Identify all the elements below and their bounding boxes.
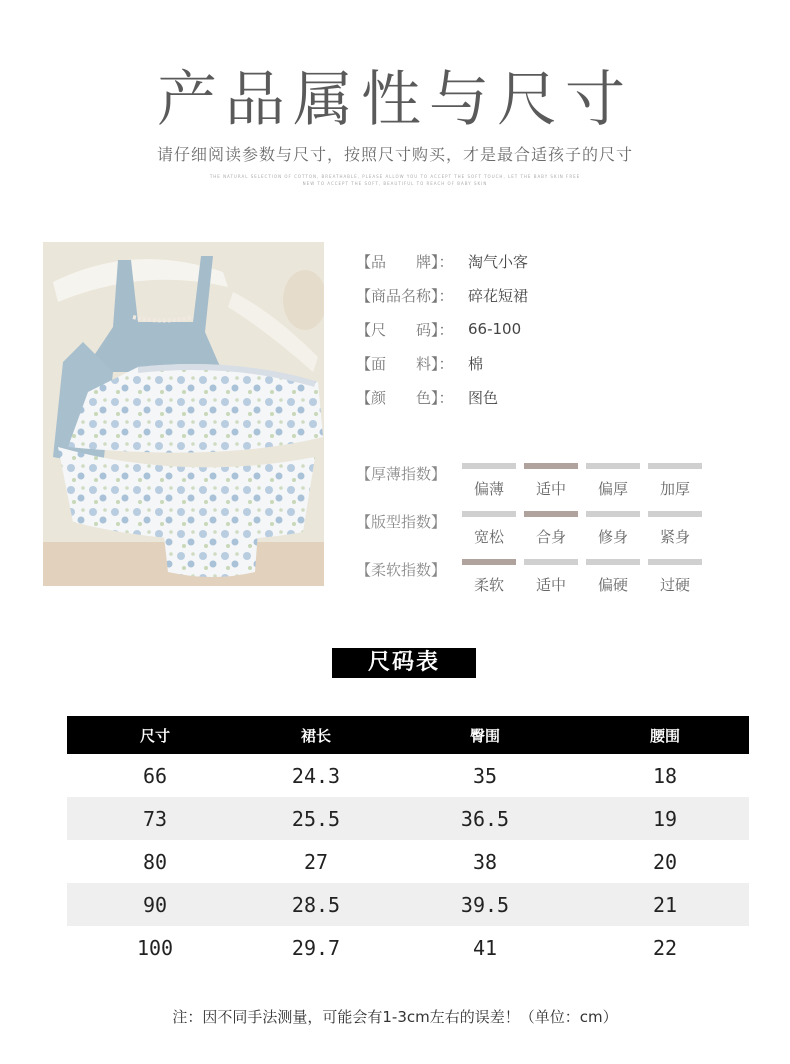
- index-label: 【厚薄指数】: [356, 465, 447, 483]
- index-option: [586, 511, 640, 547]
- attribute-product-name: [356, 278, 528, 312]
- table-cell: 36.5: [460, 806, 510, 831]
- attribute-size: [356, 312, 528, 346]
- index-option: [586, 559, 640, 595]
- decorative-english-line-2: NEW TO ACCEPT THE SOFT, BEAUTIFUL TO REACH OF BABY SKIN: [302, 181, 488, 186]
- table-header: [67, 716, 749, 754]
- index-bar: [648, 559, 702, 565]
- attribute-brand: [356, 244, 528, 278]
- table-row: [67, 883, 749, 926]
- page-subtitle: 请仔细阅读参数与尺寸，按照尺寸购买，才是最合适孩子的尺寸: [156, 145, 633, 164]
- index-option: [462, 511, 516, 547]
- table-cell: 80: [142, 849, 168, 874]
- table-cell: 39.5: [460, 892, 510, 917]
- index-option-label: 偏硬: [597, 576, 628, 594]
- index-bar: [462, 511, 516, 517]
- table-cell: 24.3: [291, 763, 341, 788]
- index-option-label: 合身: [535, 528, 566, 546]
- index-option-label: 柔软: [473, 576, 504, 594]
- table-cell: 29.7: [291, 935, 341, 960]
- attribute-value: 碎花短裙: [468, 286, 529, 305]
- table-cell: 28.5: [291, 892, 341, 917]
- index-bar: [586, 463, 640, 469]
- table-cell: 25.5: [291, 806, 341, 831]
- index-bar: [586, 559, 640, 565]
- table-row: [67, 926, 749, 969]
- index-label: 【柔软指数】: [356, 561, 447, 579]
- table-cell: 41: [472, 935, 498, 960]
- size-chart-title: 尺码表: [332, 648, 476, 678]
- table-cell: 66: [142, 763, 168, 788]
- attribute-key: 【面 料】：: [356, 354, 454, 373]
- index-option-label: 宽松: [473, 528, 504, 546]
- index-option: [462, 559, 516, 595]
- index-option-label: 加厚: [659, 480, 690, 498]
- table-cell: 73: [142, 806, 168, 831]
- index-bar-selected: [524, 511, 578, 517]
- index-bar-selected: [524, 463, 578, 469]
- index-option: [648, 559, 702, 595]
- index-bar: [524, 559, 578, 565]
- page-title: 产品属性与尺寸: [157, 65, 633, 135]
- index-option: [648, 463, 702, 499]
- measurement-note: 注：因不同手法测量，可能会有1-3cm左右的误差！（单位：cm）: [172, 1008, 618, 1026]
- header-cell: 腰围: [649, 726, 680, 745]
- attribute-key: 【颜 色】：: [356, 388, 454, 407]
- table-cell: 27: [303, 849, 329, 874]
- table-cell: 20: [652, 849, 678, 874]
- attribute-list: [356, 244, 528, 414]
- table-cell: 22: [652, 935, 678, 960]
- product-illustration: [43, 242, 324, 586]
- index-option-label: 修身: [597, 528, 628, 546]
- index-option: [524, 511, 578, 547]
- table-cell: 18: [652, 763, 678, 788]
- table-row: [67, 840, 749, 883]
- table-cell: 90: [142, 892, 168, 917]
- index-option: [524, 559, 578, 595]
- size-table: [67, 716, 749, 969]
- table-cell: 35: [472, 763, 498, 788]
- table-cell: 100: [136, 935, 174, 960]
- index-option-label: 偏薄: [473, 480, 504, 498]
- index-option: [648, 511, 702, 547]
- index-option: [462, 463, 516, 499]
- index-bar: [462, 463, 516, 469]
- product-photo: [43, 242, 324, 586]
- index-option-label: 适中: [535, 480, 566, 498]
- index-option-label: 过硬: [659, 576, 690, 594]
- table-cell: 19: [652, 806, 678, 831]
- header-cell: 臀围: [469, 726, 500, 745]
- table-cell: 21: [652, 892, 678, 917]
- index-bar: [586, 511, 640, 517]
- attribute-value: 图色: [468, 388, 499, 407]
- index-option: [524, 463, 578, 499]
- index-bar: [648, 511, 702, 517]
- index-bar: [648, 463, 702, 469]
- header-cell: 裙长: [300, 726, 331, 745]
- attribute-color: [356, 380, 528, 414]
- index-option-label: 紧身: [659, 528, 690, 546]
- index-label: 【版型指数】: [356, 513, 447, 531]
- index-option-label: 适中: [535, 576, 566, 594]
- table-row: [67, 754, 749, 797]
- table-cell: 38: [472, 849, 498, 874]
- index-option: [586, 463, 640, 499]
- decorative-english-line-1: THE NATURAL SELECTION OF COTTON, BREATHABLE, PLEASE ALLOW YOU TO ACCEPT THE SOFT TOUCH, LET THE BABY SKIN FREE: [209, 174, 581, 179]
- attribute-key: 【尺 码】：: [356, 320, 454, 339]
- index-bar-selected: [462, 559, 516, 565]
- table-row: [67, 797, 749, 840]
- attribute-value: 棉: [468, 354, 484, 373]
- attribute-key: 【商品名称】：: [356, 286, 454, 305]
- index-option-label: 偏厚: [597, 480, 628, 498]
- attribute-fabric: [356, 346, 528, 380]
- attribute-key: 【品 牌】：: [356, 252, 454, 271]
- attribute-value: 淘气小客: [468, 252, 529, 271]
- header-cell: 尺寸: [139, 726, 170, 745]
- attribute-value: 66-100: [468, 320, 522, 338]
